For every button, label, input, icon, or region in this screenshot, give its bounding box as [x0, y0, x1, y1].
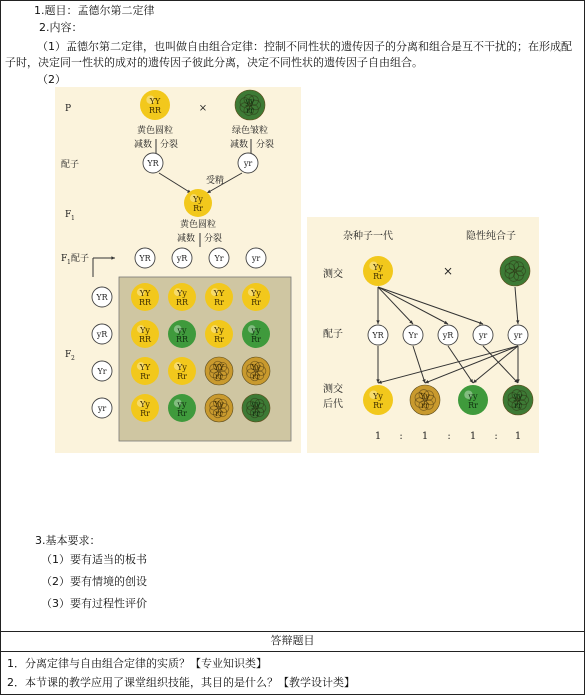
grid-pea-r3-c1-geno-top: YY: [139, 363, 151, 372]
f1-gametes-sub: 1: [67, 259, 71, 266]
grid-pea-r2-c4-geno-top: yy: [251, 326, 261, 335]
col-gamete-2-label: yR: [176, 254, 188, 263]
ratio-3: 1: [421, 431, 429, 442]
grid-pea-r3-c3-geno-bottom: rr: [215, 372, 223, 381]
question-1: 1．分离定律与自由组合定律的实质？【专业知识类】: [7, 657, 267, 670]
grid-pea-r3-c2-geno-top: Yy: [177, 363, 187, 372]
gamete-left-label: YR: [147, 159, 159, 168]
gametes-label: 配子: [61, 160, 80, 170]
grid-pea-r1-c1-geno-bottom: RR: [138, 298, 152, 307]
cross-symbol-left: ×: [198, 103, 208, 114]
f1-phenotype-text: 黄色圆粒: [179, 220, 217, 230]
parent-yellow-pea-geno-bottom: RR: [148, 106, 162, 115]
grid-pea-r4-c4-geno-top: yy: [251, 400, 261, 409]
row-gamete-1-label: YR: [96, 293, 108, 302]
f2-sub: 2: [71, 355, 75, 362]
right-gametes-label: 配子: [323, 329, 343, 340]
offspring-pea-3-geno-top: yy: [468, 392, 478, 401]
f1-divide-text: 分裂: [203, 234, 223, 244]
grid-pea-r2-c3-geno-top: Yy: [214, 326, 224, 335]
content-label: 2.内容：: [39, 21, 83, 34]
grid-pea-r3-c2-geno-bottom: Rr: [177, 372, 187, 381]
cross-symbol-right: ×: [442, 264, 454, 278]
right-gamete-4-label: yr: [478, 331, 488, 340]
grid-pea-r2-c1-geno-top: Yy: [140, 326, 150, 335]
grid-pea-r1-c3-geno-bottom: Rr: [214, 298, 224, 307]
grid-pea-r2-c1-geno-bottom: RR: [138, 335, 152, 344]
grid-pea-r1-c1-geno-top: YY: [139, 289, 151, 298]
grid-pea-r2-c2-geno-top: yy: [177, 326, 187, 335]
ratio-5: 1: [469, 431, 477, 442]
f1-sub: 1: [71, 215, 75, 222]
answer-header: 答辩题目: [270, 634, 315, 647]
offspring-pea-3-geno-bottom: Rr: [468, 401, 478, 410]
recessive-label: 隐性纯合子: [466, 231, 516, 242]
parent-green-pea-geno-top: yy: [245, 97, 255, 106]
col-gamete-3-label: Yr: [214, 254, 224, 263]
ratio-6: :: [494, 431, 498, 442]
title-line: 1.题目：孟德尔第二定律: [34, 4, 155, 17]
hybrid-pea-geno-top: Yy: [373, 263, 383, 272]
col-gamete-1-label: YR: [139, 254, 151, 263]
grid-pea-r4-c1-geno-top: Yy: [140, 400, 150, 409]
grid-pea-r2-c2-geno-bottom: RR: [175, 335, 189, 344]
right-gamete-1-label: YR: [372, 331, 384, 340]
right-gamete-2-label: Yr: [408, 331, 418, 340]
f1-meiosis-text: 减数: [176, 234, 196, 244]
grid-pea-r1-c2-geno-bottom: RR: [175, 298, 189, 307]
paragraph-2-label: （2）: [37, 73, 66, 86]
row-gamete-3-label: Yr: [97, 367, 107, 376]
row-gamete-2-label: yR: [96, 330, 108, 339]
f2-label: F: [65, 350, 72, 360]
f1-pea-geno-top: Yy: [193, 195, 203, 204]
requirements-label: 3.基本要求：: [35, 534, 101, 547]
grid-pea-r1-c4-geno-bottom: Rr: [251, 298, 261, 307]
divide-text-left: 分裂: [159, 140, 179, 150]
offspring-pea-2-geno-bottom: rr: [421, 401, 429, 410]
ratio-4: :: [447, 431, 451, 442]
row-gamete-4-label: yr: [97, 404, 107, 413]
requirement-item-3: （3）要有过程性评价: [41, 597, 147, 610]
parent-yellow-text: 黄色圆粒: [136, 126, 174, 136]
f1-gametes-label: 配子: [71, 254, 90, 264]
divide-text-right: 分裂: [255, 140, 275, 150]
grid-pea-r1-c4-geno-top: Yy: [251, 289, 261, 298]
offspring-pea-4-geno-top: yy: [513, 392, 523, 401]
grid-pea-r4-c1-geno-bottom: Rr: [140, 409, 150, 418]
requirement-item-1: （1）要有适当的板书: [41, 553, 147, 566]
grid-pea-r3-c4-geno-top: Yy: [251, 363, 261, 372]
f1-label: F: [65, 210, 72, 220]
right-gamete-3-label: yR: [442, 331, 454, 340]
meiosis-text-left: 减数: [133, 140, 153, 150]
f1-pea-geno-bottom: Rr: [193, 204, 203, 213]
requirement-item-2: （2）要有情境的创设: [41, 575, 147, 588]
grid-pea-r1-c2-geno-top: Yy: [177, 289, 187, 298]
p-label: P: [65, 104, 72, 114]
right-gamete-5-label: yr: [513, 331, 523, 340]
meiosis-text-right: 减数: [229, 140, 249, 150]
grid-pea-r3-c3-geno-top: YY: [213, 363, 225, 372]
grid-pea-r2-c4-geno-bottom: Rr: [251, 335, 261, 344]
grid-pea-r4-c3-geno-top: Yy: [214, 400, 224, 409]
parent-yellow-pea-geno-top: YY: [149, 97, 161, 106]
parent-green-pea-geno-bottom: rr: [246, 106, 254, 115]
ratio-7: 1: [514, 431, 522, 442]
ratio-2: :: [399, 431, 403, 442]
hybrid-pea-geno-bottom: Rr: [373, 272, 383, 281]
genetics-figure: [55, 87, 539, 453]
offspring-pea-1-geno-bottom: Rr: [373, 401, 383, 410]
fertilization-text: 受精: [205, 176, 225, 186]
grid-pea-r3-c1-geno-bottom: Rr: [140, 372, 150, 381]
offspring-pea-1-geno-top: Yy: [373, 392, 383, 401]
testcross-label: 测交: [323, 269, 343, 280]
offspring-pea-2-geno-top: Yy: [420, 392, 430, 401]
grid-pea-r4-c3-geno-bottom: rr: [215, 409, 223, 418]
grid-pea-r1-c3-geno-top: YY: [213, 289, 225, 298]
grid-pea-r4-c2-geno-bottom: Rr: [177, 409, 187, 418]
hybrid-label: 杂种子一代: [343, 231, 393, 242]
divider-bottom: [1, 651, 584, 652]
grid-pea-r4-c2-geno-top: yy: [177, 400, 187, 409]
ratio-1: 1: [374, 431, 382, 442]
grid-pea-r4-c4-geno-bottom: rr: [252, 409, 260, 418]
parent-green-text: 绿色皱粒: [231, 126, 269, 136]
offspring-pea-4-geno-bottom: rr: [514, 401, 522, 410]
paragraph-1: （1）孟德尔第二定律，也叫做自由组合定律：控制不同性状的遗传因子的分离和组合是互不干扰的；在形成配子时，决定同一性状的成对的遗传因子彼此分离，决定不同性状的遗传因子自由组合。: [5, 40, 572, 69]
col-gamete-4-label: yr: [251, 254, 261, 263]
divider-top: [1, 631, 584, 632]
offspring-label-1: 测交: [323, 384, 343, 395]
f1-gametes-f-label: F: [61, 254, 68, 264]
question-2: 2．本节课的教学应用了课堂组织技能，其目的是什么？【教学设计类】: [7, 676, 355, 689]
grid-pea-r3-c4-geno-bottom: rr: [252, 372, 260, 381]
offspring-label-2: 后代: [323, 399, 343, 410]
gamete-right-label: yr: [243, 159, 253, 168]
grid-pea-r2-c3-geno-bottom: Rr: [214, 335, 224, 344]
